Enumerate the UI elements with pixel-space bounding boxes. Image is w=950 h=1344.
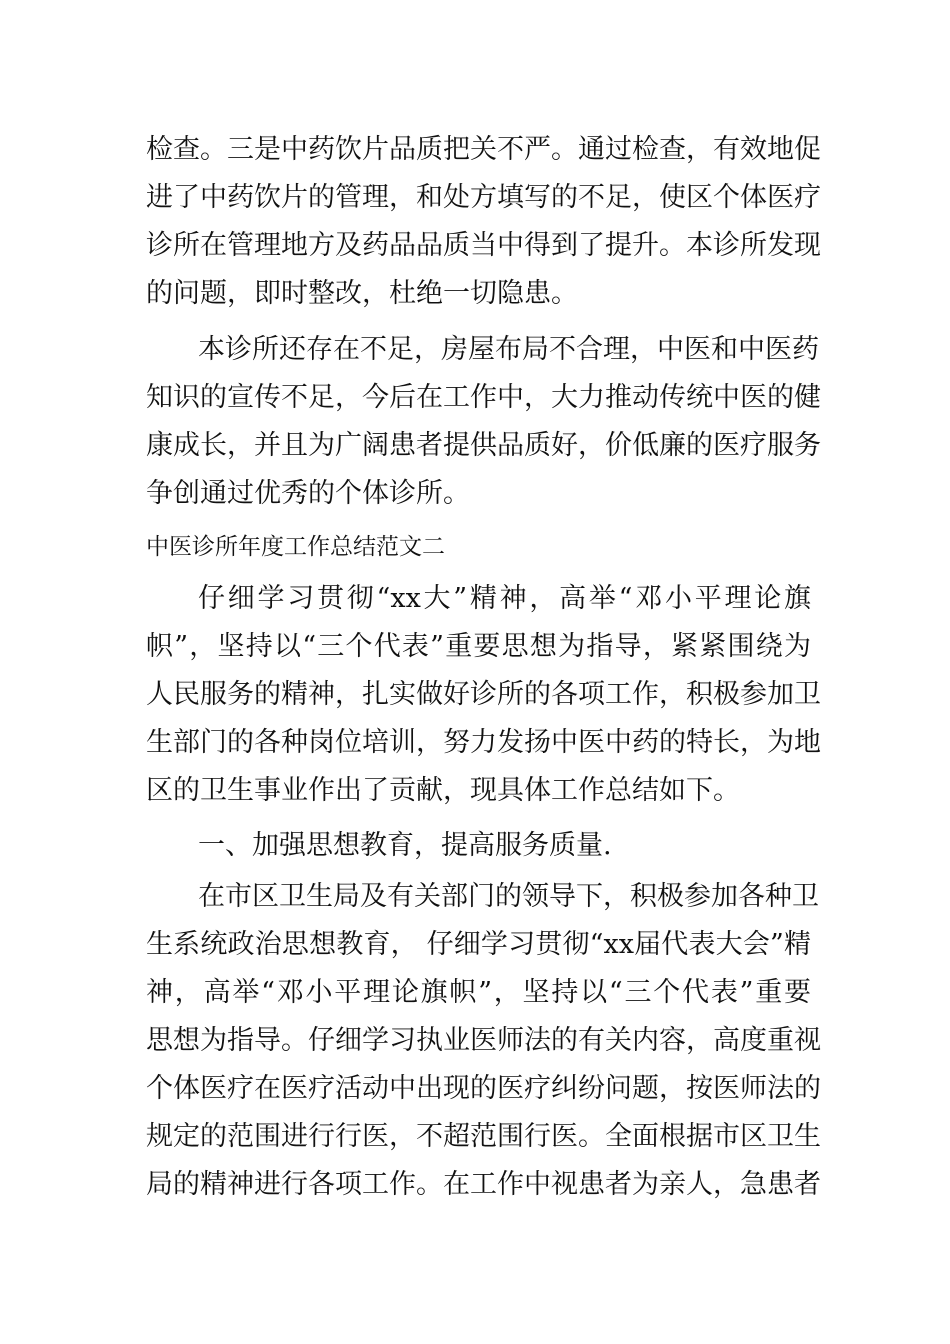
- section-heading: 中医诊所年度工作总结范文二: [146, 534, 445, 560]
- text-line: 局的精神进行各项工作。在工作中视患者为亲人，急患者: [146, 1169, 821, 1200]
- text-line: 人民服务的精神，扎实做好诊所的各项工作，积极参加卫: [146, 679, 821, 710]
- text-line: 知识的宣传不足，今后在工作中，大力推动传统中医的健: [146, 382, 821, 413]
- text-line: 进了中药饮片的管理，和处方填写的不足，使区个体医疗: [146, 182, 821, 213]
- text-line: 区的卫生事业作出了贡献，现具体工作总结如下。: [146, 775, 740, 806]
- text-line: 检查。三是中药饮片品质把关不严。通过检查，有效地促: [146, 134, 821, 165]
- text-line: 个体医疗在医疗活动中出现的医疗纠纷问题，按医师法的: [146, 1073, 821, 1104]
- text-line: 生部门的各种岗位培训，努力发扬中医中药的特长，为地: [146, 727, 821, 758]
- text-line: 仔细学习贯彻“xx大”精神，高举“邓小平理论旗: [198, 583, 811, 614]
- text-line: 规定的范围进行行医，不超范围行医。全面根据市区卫生: [146, 1121, 821, 1152]
- text-line: 在市区卫生局及有关部门的领导下，积极参加各种卫: [198, 881, 819, 912]
- text-line: 康成长，并且为广阔患者提供品质好，价低廉的医疗服务: [146, 430, 821, 461]
- subheading: 一、加强思想教育，提高服务质量.: [198, 830, 612, 861]
- text-line: 诊所在管理地方及药品品质当中得到了提升。本诊所发现: [146, 230, 821, 261]
- text-line: 思想为指导。仔细学习执业医师法的有关内容，高度重视: [146, 1025, 821, 1056]
- text-line: 神，高举“邓小平理论旗帜”，坚持以“三个代表”重要: [146, 977, 811, 1008]
- text-line: 本诊所还存在不足，房屋布局不合理，中医和中医药: [198, 334, 819, 365]
- text-line: 帜”，坚持以“三个代表”重要思想为指导，紧紧围绕为: [146, 631, 811, 662]
- text-line: 生系统政治思想教育， 仔细学习贯彻“xx届代表大会”精: [146, 929, 811, 960]
- text-line: 的问题，即时整改，杜绝一切隐患。: [146, 278, 578, 309]
- text-line: 争创通过优秀的个体诊所。: [146, 478, 470, 509]
